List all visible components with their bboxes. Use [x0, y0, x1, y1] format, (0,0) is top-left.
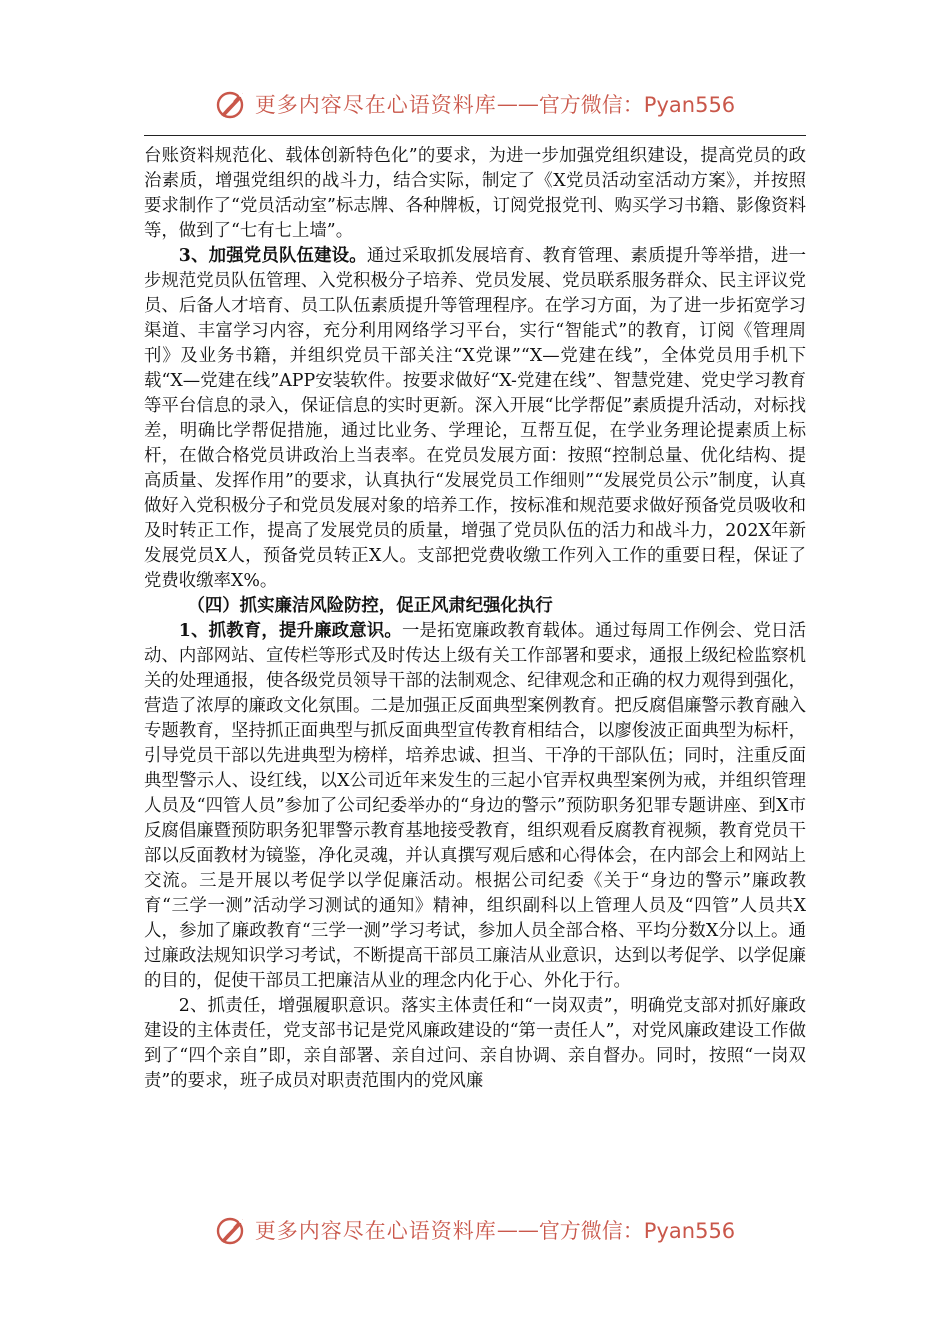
- banner-separator: ——: [496, 1218, 539, 1242]
- banner-text: 更多内容尽在心语资料库: [254, 1219, 497, 1243]
- header-banner: [0, 84, 950, 124]
- pen-nib-logo-icon: [215, 87, 249, 121]
- paragraph-4: 2、抓责任，增强履职意识。落实主体责任和“一岗双责”，明确党支部对抓好廉政建设的主体责任，党支部书记是党风廉政建设的“第一责任人”，对党风廉政建设工作做到了“四个亲自”即，亲自部署、亲自过问、亲自协调、亲自督办。同时，按照“一岗双责”的要求，班子成员对职责范围内的党风廉: [144, 996, 806, 1091]
- pen-nib-logo-icon: [215, 1213, 249, 1247]
- banner-wechat: 官方微信：Pyan556: [538, 93, 736, 117]
- paragraph-1: 台账资料规范化、载体创新特色化”的要求，为进一步加强党组织建设，提高党员的政治素质，增强党组织的战斗力，结合实际，制定了《X党员活动室活动方案》，并按照要求制作了“党员活动室”标志牌、各种牌板，订阅党报党刊、购买学习书籍、影像资料等，做到了“七有七上墙”。: [144, 146, 806, 241]
- section-heading-4: （四）抓实廉洁风险防控，促正风肃纪强化执行: [187, 596, 553, 616]
- banner-text: 更多内容尽在心语资料库: [254, 93, 497, 117]
- paragraph-3: [144, 619, 806, 994]
- banner-separator: ——: [496, 92, 539, 116]
- paragraph-3-text: 一是拓宽廉政教育载体。通过每周工作例会、党日活动、内部网站、宣传栏等形式及时传达上级有关工作部署和要求，通报上级纪检监察机关的处理通报，使各级党员领导干部的法制观念、纪律观念和正确的权力观得到强化，营造了浓厚的廉政文化氛围。二是加强正反面典型案例教育。把反腐倡廉警示教育融入专题教育，坚持抓正面典型与抓反面典型宣传教育相结合，以廖俊波正面典型为标杆，引导党员干部以先进典型为榜样，培养忠诚、担当、干净的干部队伍；同时，注重反面典型警示人、设红线，以X公司近年来发生的三起小官弄权典型案例为戒，并组织管理人员及“四管人员”参加了公司纪委举办的“身边的警示”预防职务犯罪专题讲座、到X市反腐倡廉暨预防职务犯罪警示教育基地接受教育，组织观看反腐教育视频，教育党员干部以反面教材为镜鉴，净化灵魂，并认真撰写观后感和心得体会，在内部会上和网站上交流。三是开展以考促学以学促廉活动。根据公司纪委《关于“身边的警示”廉政教育“三学一测”活动学习测试的通知》精神，组织副科以上管理人员及“四管”人员共X人，参加了廉政教育“三学一测”学习考试，参加人员全部合格、平均分数X分以上。通过廉政法规知识学习考试，不断提高干部员工廉洁从业意识，达到以考促学、以学促廉的目的，促使干部员工把廉洁从业的理念内化于心、外化于行。: [144, 621, 806, 991]
- footer-banner: [0, 1210, 950, 1250]
- paragraph-2-text: 通过采取抓发展培育、教育管理、素质提升等举措，进一步规范党员队伍管理、入党积极分子培养、党员发展、党员联系服务群众、民主评议党员、后备人才培育、员工队伍素质提升等管理程序。在学习方面，为了进一步拓宽学习渠道、丰富学习内容，充分利用网络学习平台，实行“智能式”的教育，订阅《管理周刊》及业务书籍，并组织党员干部关注“X党课”“X—党建在线”，全体党员用手机下载“X—党建在线”APP安装软件。按要求做好“X-党建在线”、智慧党建、党史学习教育等平台信息的录入，保证信息的实时更新。深入开展“比学帮促”素质提升活动，对标找差，明确比学帮促措施，通过比业务、学理论，互帮互促，在学业务理论提素质上标杆，在做合格党员讲政治上当表率。在党员发展方面：按照“控制总量、优化结构、提高质量、发挥作用”的要求，认真执行“发展党员工作细则”“发展党员公示”制度，认真做好入党积极分子和党员发展对象的培养工作，按标准和规范要求做好预备党员吸收和及时转正工作，提高了发展党员的质量，增强了党员队伍的活力和战斗力，202X年新发展党员X人，预备党员转正X人。支部把党费收缴工作列入工作的重要日程，保证了党费收缴率X%。: [144, 246, 806, 591]
- header-rule: [144, 135, 806, 136]
- paragraph-2-lead: 3、加强党员队伍建设。: [178, 246, 367, 266]
- banner-wechat: 官方微信：Pyan556: [538, 1219, 736, 1243]
- document-body: [144, 144, 806, 1094]
- paragraph-2: [144, 244, 806, 594]
- paragraph-3-lead: 1、抓教育，提升廉政意识。: [178, 621, 402, 641]
